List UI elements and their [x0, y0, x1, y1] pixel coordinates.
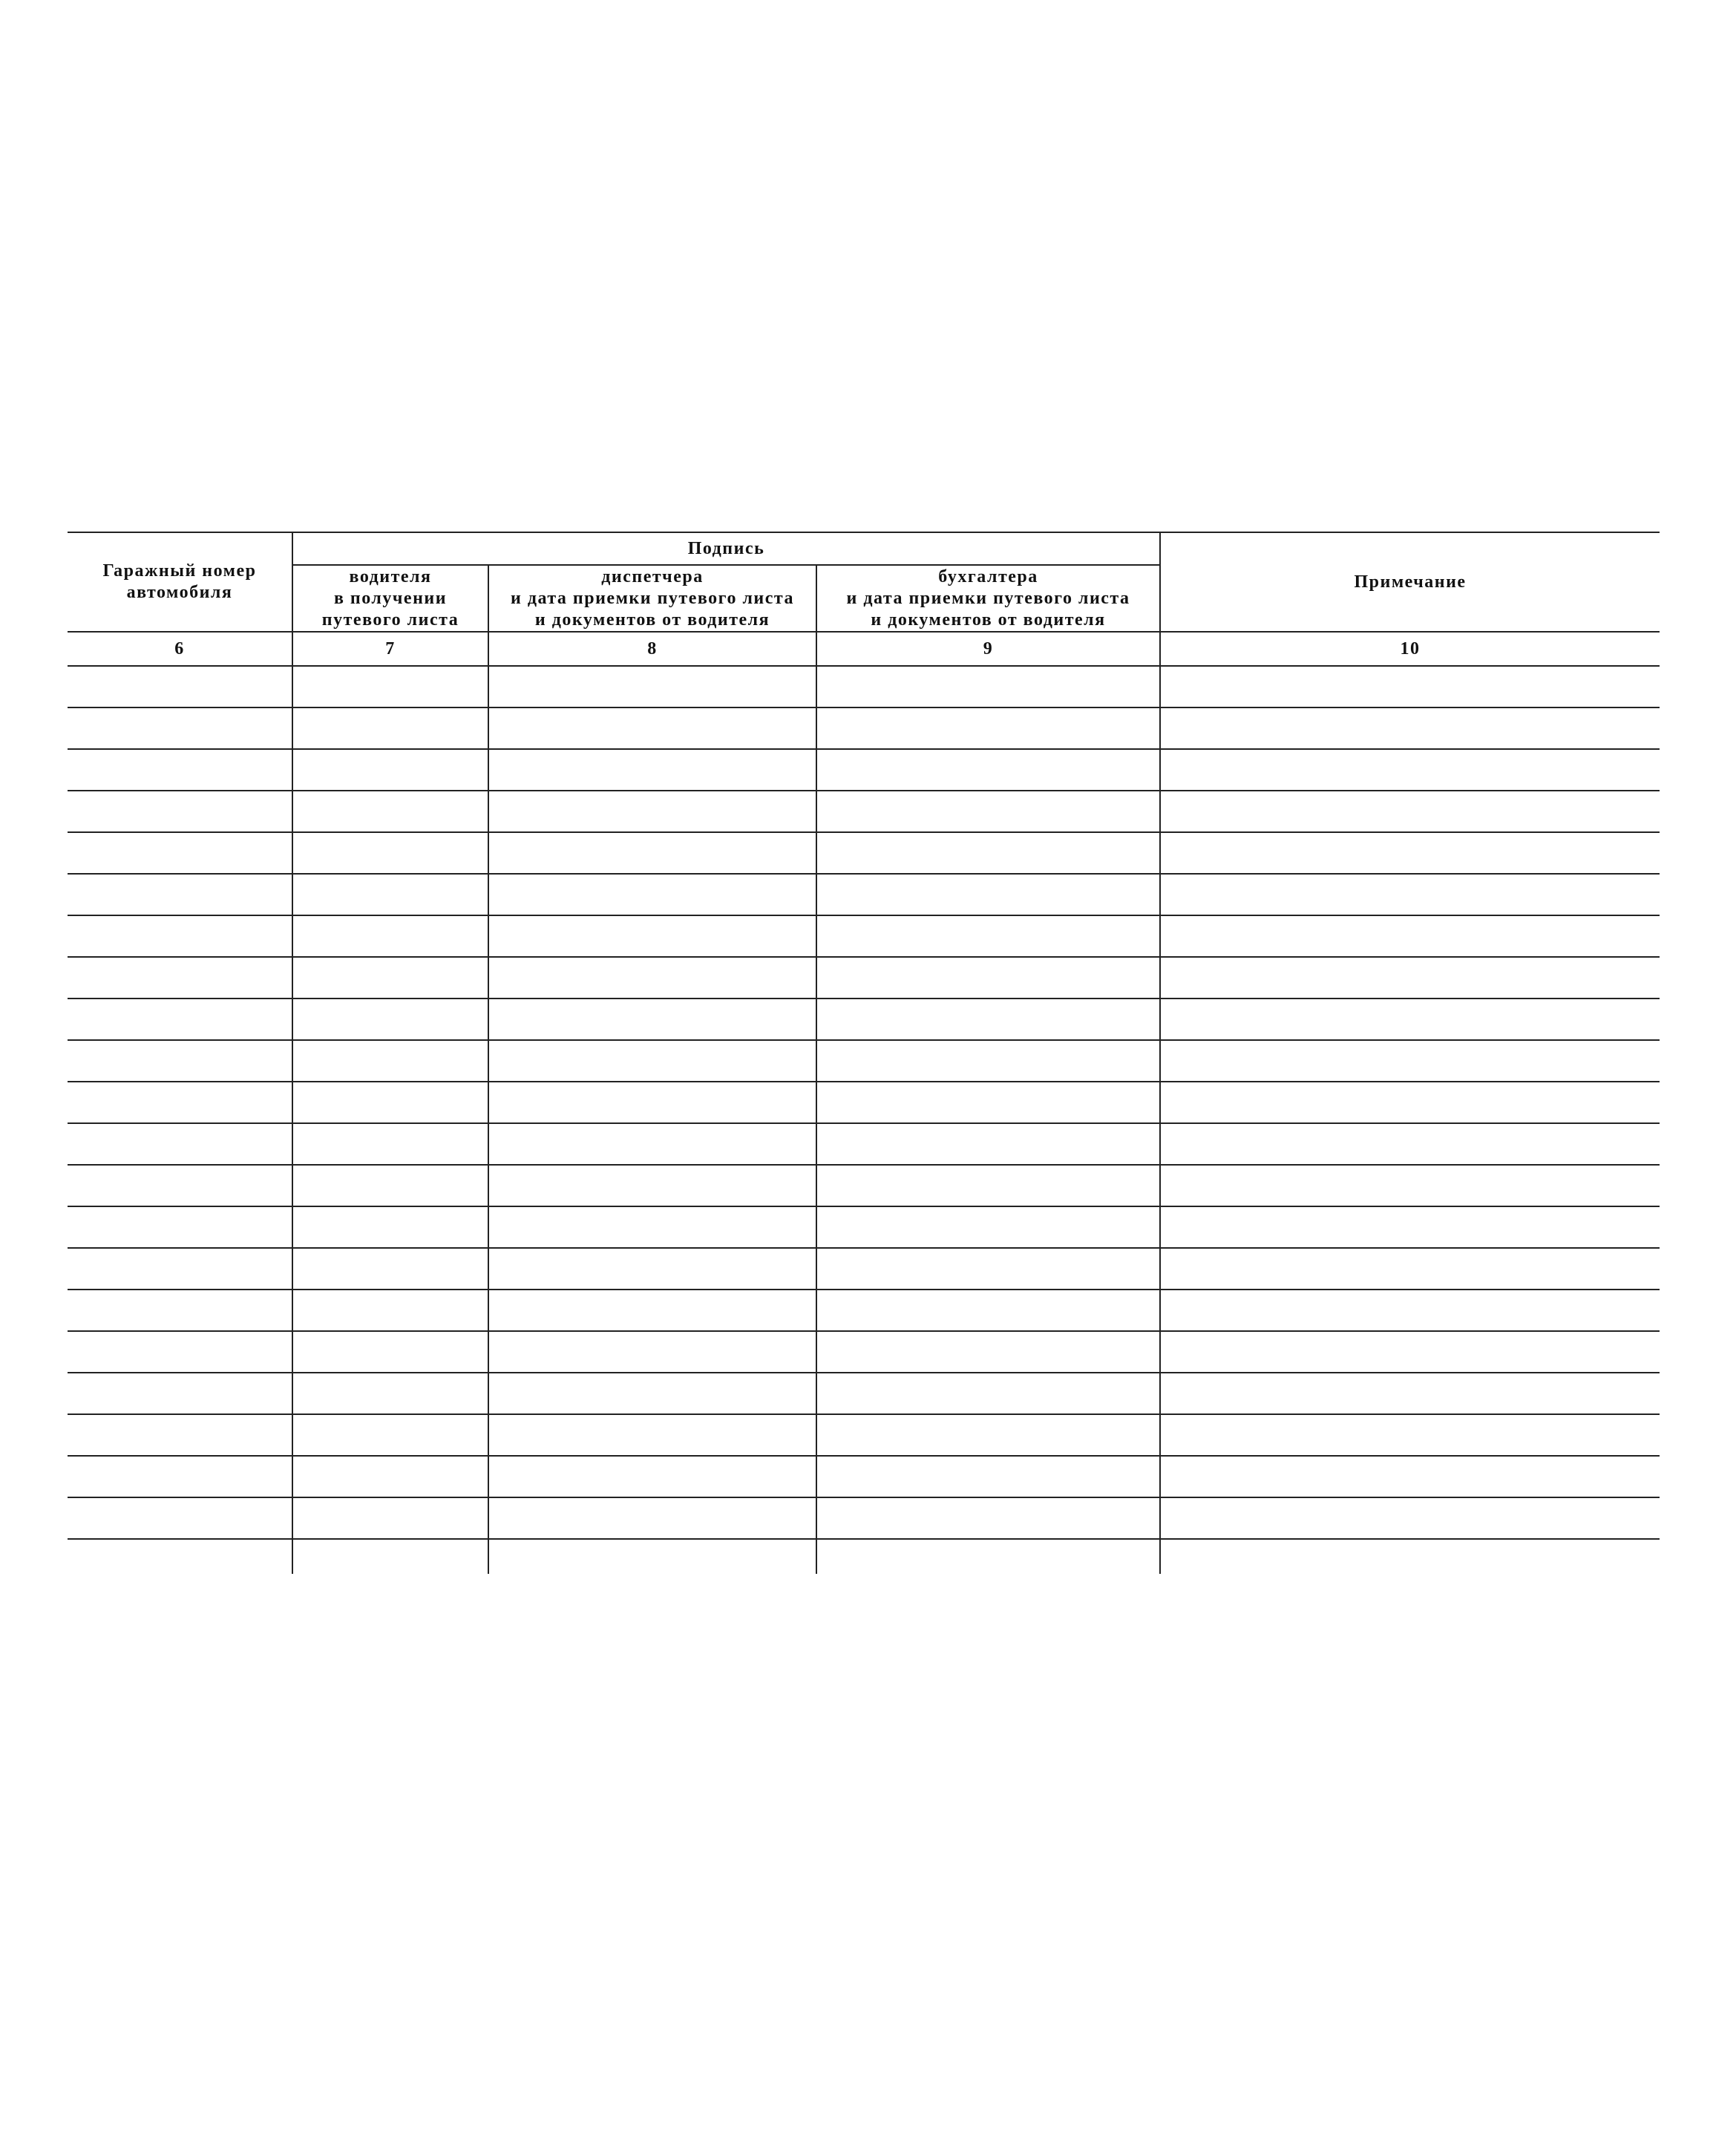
- table-cell[interactable]: [816, 749, 1160, 791]
- table-cell[interactable]: [816, 791, 1160, 832]
- table-row: [68, 1123, 1660, 1165]
- table-cell[interactable]: [292, 1331, 488, 1373]
- table-cell[interactable]: [68, 874, 292, 915]
- table-row: [68, 1373, 1660, 1414]
- table-cell[interactable]: [292, 1165, 488, 1206]
- table-row: [68, 874, 1660, 915]
- table-cell[interactable]: [816, 874, 1160, 915]
- table-cell[interactable]: [68, 832, 292, 874]
- table-cell[interactable]: [816, 1497, 1160, 1539]
- column-number: 10: [1160, 632, 1660, 666]
- table-cell[interactable]: [1160, 832, 1660, 874]
- table-cell[interactable]: [816, 915, 1160, 957]
- table-cell[interactable]: [488, 999, 816, 1040]
- table-row: [68, 1290, 1660, 1331]
- table-cell[interactable]: [1160, 1206, 1660, 1248]
- table-cell[interactable]: [1160, 1082, 1660, 1123]
- table-cell[interactable]: [68, 1123, 292, 1165]
- table-cell[interactable]: [1160, 749, 1660, 791]
- table-cell[interactable]: [1160, 1373, 1660, 1414]
- table-cell[interactable]: [292, 1290, 488, 1331]
- table-row: [68, 1497, 1660, 1539]
- table-cell[interactable]: [488, 832, 816, 874]
- table-cell[interactable]: [68, 1373, 292, 1414]
- table-row: [68, 1082, 1660, 1123]
- table-cell[interactable]: [292, 1082, 488, 1123]
- table-cell[interactable]: [1160, 1165, 1660, 1206]
- table-cell[interactable]: [1160, 1331, 1660, 1373]
- table-row: [68, 1248, 1660, 1290]
- table-cell[interactable]: [488, 666, 816, 707]
- table-cell[interactable]: [816, 999, 1160, 1040]
- table-cell[interactable]: [1160, 707, 1660, 749]
- table-cell[interactable]: [1160, 1123, 1660, 1165]
- table-row: [68, 1206, 1660, 1248]
- table-cell[interactable]: [488, 707, 816, 749]
- table-cell[interactable]: [292, 1456, 488, 1497]
- table-cell[interactable]: [816, 666, 1160, 707]
- table-row: [68, 1040, 1660, 1082]
- table-row: [68, 1414, 1660, 1456]
- table-cell[interactable]: [292, 874, 488, 915]
- table-row: [68, 707, 1660, 749]
- table-cell[interactable]: [68, 1414, 292, 1456]
- header-driver-signature: водителя в получении путевого листа: [292, 565, 488, 632]
- table-cell[interactable]: [488, 1539, 816, 1574]
- table-cell[interactable]: [68, 1290, 292, 1331]
- table-cell[interactable]: [292, 1040, 488, 1082]
- table-cell[interactable]: [488, 791, 816, 832]
- table-cell[interactable]: [292, 791, 488, 832]
- column-number: 9: [816, 632, 1160, 666]
- header-accountant-signature: бухгалтера и дата приемки путевого листа и документов от водителя: [816, 565, 1160, 632]
- table-cell[interactable]: [816, 1373, 1160, 1414]
- table-cell[interactable]: [488, 1456, 816, 1497]
- table-cell[interactable]: [816, 1290, 1160, 1331]
- table-cell[interactable]: [292, 666, 488, 707]
- table-cell[interactable]: [816, 1456, 1160, 1497]
- table-cell[interactable]: [292, 999, 488, 1040]
- table-row: [68, 1539, 1660, 1574]
- table-cell[interactable]: [1160, 666, 1660, 707]
- header-garage-number: Гаражный номер автомобиля: [68, 532, 292, 632]
- header-note: Примечание: [1160, 532, 1660, 632]
- table-cell[interactable]: [488, 1165, 816, 1206]
- table-cell[interactable]: [1160, 999, 1660, 1040]
- table-cell[interactable]: [68, 999, 292, 1040]
- table-cell[interactable]: [816, 1248, 1160, 1290]
- table-cell[interactable]: [816, 1331, 1160, 1373]
- table-row: [68, 1165, 1660, 1206]
- table-cell[interactable]: [816, 1414, 1160, 1456]
- table-cell[interactable]: [68, 1165, 292, 1206]
- table-cell[interactable]: [68, 1331, 292, 1373]
- table-cell[interactable]: [68, 1040, 292, 1082]
- table-cell[interactable]: [1160, 1248, 1660, 1290]
- table-cell[interactable]: [1160, 915, 1660, 957]
- table-cell[interactable]: [488, 1082, 816, 1123]
- table-cell[interactable]: [292, 749, 488, 791]
- table-row: [68, 1331, 1660, 1373]
- column-number: 6: [68, 632, 292, 666]
- table-cell[interactable]: [292, 1414, 488, 1456]
- table-cell[interactable]: [68, 1539, 292, 1574]
- table-cell[interactable]: [1160, 1290, 1660, 1331]
- table-row: [68, 999, 1660, 1040]
- table-row: [68, 832, 1660, 874]
- table-cell[interactable]: [292, 707, 488, 749]
- table-cell[interactable]: [68, 666, 292, 707]
- table-cell[interactable]: [816, 832, 1160, 874]
- table-cell[interactable]: [1160, 791, 1660, 832]
- table-cell[interactable]: [68, 915, 292, 957]
- table-cell[interactable]: [1160, 1414, 1660, 1456]
- table-cell[interactable]: [1160, 1539, 1660, 1574]
- waybill-journal-table: [68, 532, 1660, 1574]
- table-cell[interactable]: [1160, 1497, 1660, 1539]
- table-cell[interactable]: [1160, 1456, 1660, 1497]
- table-cell[interactable]: [488, 915, 816, 957]
- table-cell[interactable]: [68, 1248, 292, 1290]
- table-cell[interactable]: [816, 1206, 1160, 1248]
- table-body: [68, 666, 1660, 1574]
- table-cell[interactable]: [292, 957, 488, 999]
- table-cell[interactable]: [68, 1497, 292, 1539]
- header-signature: Подпись: [292, 532, 1160, 565]
- table-cell[interactable]: [292, 1123, 488, 1165]
- table-cell[interactable]: [488, 1290, 816, 1331]
- table-cell[interactable]: [68, 1456, 292, 1497]
- table-cell[interactable]: [68, 791, 292, 832]
- table-cell[interactable]: [488, 1414, 816, 1456]
- table-cell[interactable]: [292, 1206, 488, 1248]
- table-cell[interactable]: [488, 1373, 816, 1414]
- table-cell[interactable]: [68, 1082, 292, 1123]
- column-number: 8: [488, 632, 816, 666]
- table-cell[interactable]: [488, 1206, 816, 1248]
- table-cell[interactable]: [1160, 957, 1660, 999]
- table-row: [68, 749, 1660, 791]
- table-row: [68, 957, 1660, 999]
- table-cell[interactable]: [488, 1248, 816, 1290]
- table-cell[interactable]: [68, 957, 292, 999]
- table-row: [68, 915, 1660, 957]
- table-cell[interactable]: [816, 1539, 1160, 1574]
- table-cell[interactable]: [292, 1539, 488, 1574]
- table-row: [68, 791, 1660, 832]
- header-dispatcher-signature: диспетчера и дата приемки путевого листа и документов от водителя: [488, 565, 816, 632]
- table-cell[interactable]: [292, 1497, 488, 1539]
- table-cell[interactable]: [292, 832, 488, 874]
- table-cell[interactable]: [488, 1331, 816, 1373]
- table-cell[interactable]: [292, 1248, 488, 1290]
- table-cell[interactable]: [488, 957, 816, 999]
- table-row: [68, 1456, 1660, 1497]
- table-cell[interactable]: [68, 1206, 292, 1248]
- table-cell[interactable]: [488, 874, 816, 915]
- table-cell[interactable]: [292, 915, 488, 957]
- table-cell[interactable]: [488, 1497, 816, 1539]
- table-cell[interactable]: [488, 749, 816, 791]
- table-row: [68, 666, 1660, 707]
- table-cell[interactable]: [68, 707, 292, 749]
- table-cell[interactable]: [488, 1123, 816, 1165]
- table-cell[interactable]: [488, 1040, 816, 1082]
- table-cell[interactable]: [1160, 874, 1660, 915]
- table-cell[interactable]: [816, 1082, 1160, 1123]
- table-cell[interactable]: [816, 1040, 1160, 1082]
- table-cell[interactable]: [816, 1123, 1160, 1165]
- table-cell[interactable]: [68, 749, 292, 791]
- column-number: 7: [292, 632, 488, 666]
- table-cell[interactable]: [816, 957, 1160, 999]
- table-cell[interactable]: [816, 1165, 1160, 1206]
- table-cell[interactable]: [1160, 1040, 1660, 1082]
- table-cell[interactable]: [292, 1373, 488, 1414]
- table-cell[interactable]: [816, 707, 1160, 749]
